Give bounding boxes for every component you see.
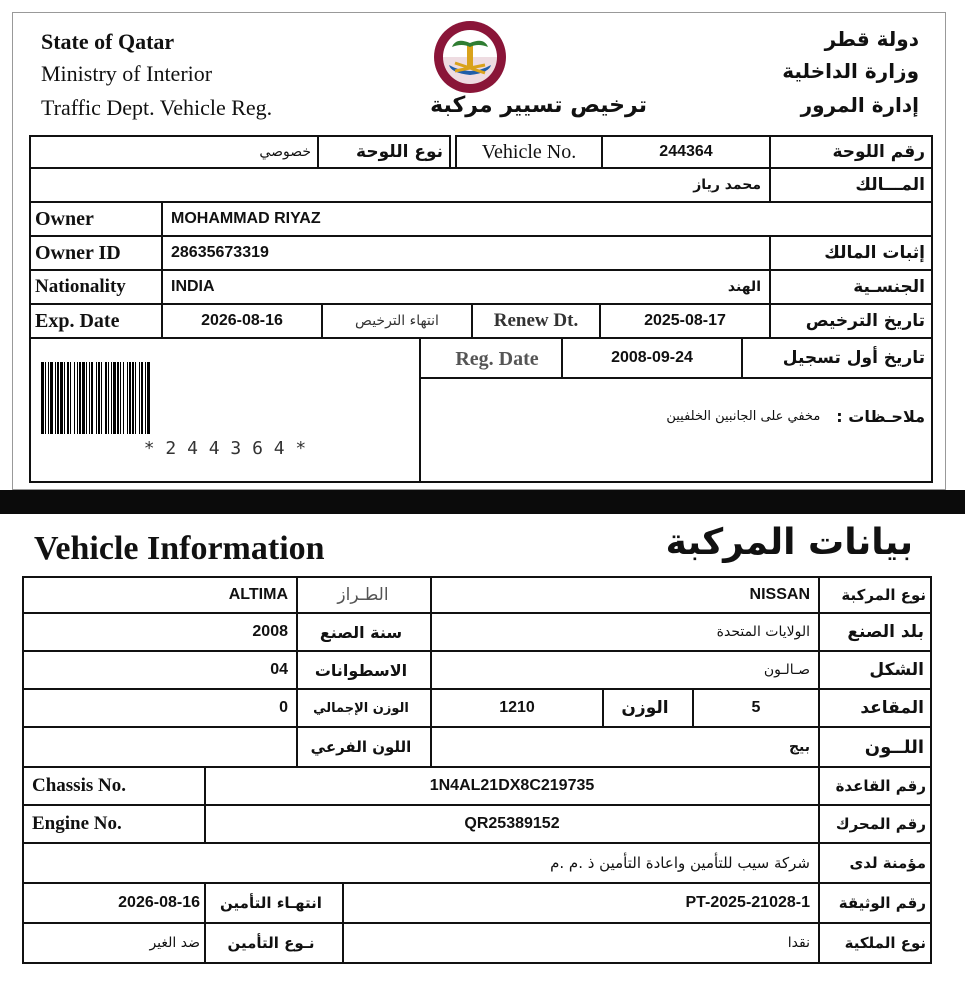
exp-date-label bbox=[29, 303, 163, 339]
barcode-digits: * 2 4 4 3 6 4 * bbox=[143, 437, 307, 459]
ins-exp-text: 2026-08-16 bbox=[118, 894, 200, 911]
plate-type-value bbox=[29, 135, 319, 169]
model-label bbox=[296, 576, 432, 614]
owner-id-value bbox=[161, 235, 771, 271]
vehicle-info-title-ar: بيانات المركبة bbox=[665, 522, 913, 563]
vehicle-no-text: 244364 bbox=[659, 143, 713, 160]
barcode-box bbox=[29, 337, 421, 483]
owner-id-ar-label bbox=[769, 235, 933, 271]
insured-value bbox=[22, 842, 820, 884]
gross-weight-label bbox=[296, 688, 432, 728]
color-label-text: اللــون bbox=[864, 736, 924, 758]
renew-label-text: Renew Dt. bbox=[493, 310, 579, 331]
nationality-label-text: Nationality bbox=[35, 276, 126, 297]
engine-ar-label-text: رقم المحرك bbox=[835, 815, 926, 833]
exp-date-label-text: Exp. Date bbox=[35, 309, 120, 332]
barcode-bar bbox=[150, 362, 151, 434]
ownership-text: نقدا bbox=[787, 935, 810, 951]
separator-band bbox=[0, 490, 965, 514]
make-label-text: نوع المركبة bbox=[841, 586, 926, 604]
shape-value bbox=[430, 650, 820, 690]
chassis-value bbox=[204, 766, 820, 806]
engine-label-text: Engine No. bbox=[32, 813, 122, 834]
sub-color-label-text: اللون الفرعي bbox=[310, 738, 412, 756]
nationality-ar-label-text: الجنسـية bbox=[853, 277, 925, 297]
shape-label bbox=[818, 650, 932, 690]
ins-type-label bbox=[204, 922, 344, 964]
owner-id-ar-label-text: إثبات المالك bbox=[824, 243, 925, 263]
ownership-value bbox=[342, 922, 820, 964]
gross-weight-value bbox=[22, 688, 298, 728]
reg-date-text: 2008-09-24 bbox=[611, 349, 693, 366]
model-label-text: الطـراز bbox=[337, 585, 389, 605]
seats-value bbox=[692, 688, 820, 728]
country-value bbox=[430, 612, 820, 652]
engine-value bbox=[204, 804, 820, 844]
exp-date-text: 2026-08-16 bbox=[201, 312, 283, 329]
nationality-ar-text: الهند bbox=[727, 279, 761, 295]
chassis-label bbox=[22, 766, 206, 806]
ins-exp-label-text: انتهـاء التأمين bbox=[220, 894, 322, 912]
license-table bbox=[29, 135, 933, 483]
gross-weight-label-text: الوزن الإجمالي bbox=[313, 700, 409, 716]
policy-value bbox=[342, 882, 820, 924]
qatar-emblem-logo bbox=[427, 17, 513, 97]
license-card bbox=[12, 12, 946, 490]
gross-weight-text: 0 bbox=[279, 699, 288, 716]
cylinders-label bbox=[296, 650, 432, 690]
exp-date-ar-label bbox=[321, 303, 473, 339]
renew-ar-label bbox=[769, 303, 933, 339]
reg-date-label-text: Reg. Date bbox=[455, 347, 539, 370]
renew-ar-label-text: تاريخ الترخيص bbox=[805, 311, 925, 331]
make-value bbox=[430, 576, 820, 614]
insured-label-text: مؤمنة لدى bbox=[849, 854, 926, 872]
ins-exp-label bbox=[204, 882, 344, 924]
engine-ar-label bbox=[818, 804, 932, 844]
reg-divider bbox=[421, 377, 933, 379]
renew-label bbox=[471, 303, 601, 339]
owner-ar-text: محمد رياز bbox=[693, 177, 761, 193]
header-traffic-ar: إدارة المرور bbox=[800, 93, 919, 117]
ownership-label-text: نوع الملكية bbox=[844, 934, 926, 952]
country-label-text: بلد الصنع bbox=[847, 622, 924, 642]
weight-text: 1210 bbox=[499, 699, 535, 716]
header-license-title-ar: ترخيص تسيير مركبة bbox=[430, 93, 647, 118]
color-label bbox=[818, 726, 932, 768]
chassis-label-text: Chassis No. bbox=[32, 775, 126, 796]
nationality-text: INDIA bbox=[171, 278, 215, 295]
remarks-value: مخفي على الجانبين الخلفيين bbox=[666, 409, 821, 424]
plate-no-label-text: رقم اللوحة bbox=[832, 142, 925, 162]
model-value bbox=[22, 576, 298, 614]
exp-date-ar-label-text: انتهاء الترخيص bbox=[355, 313, 439, 329]
weight-value bbox=[430, 688, 604, 728]
plate-type-label bbox=[317, 135, 451, 169]
header-traffic-dept: Traffic Dept. Vehicle Reg. bbox=[41, 95, 273, 120]
cylinders-text: 04 bbox=[270, 661, 288, 678]
owner-ar-label-text: المـــالك bbox=[855, 175, 925, 195]
owner-ar-value bbox=[29, 167, 771, 203]
ins-type-label-text: نـوع التأمين bbox=[227, 934, 315, 952]
reg-date-value bbox=[561, 337, 743, 379]
chassis-ar-label-text: رقم القاعدة bbox=[835, 777, 926, 795]
insured-text: شركة سيب للتأمين واعادة التأمين ذ .م .م bbox=[550, 854, 810, 872]
header-ministry-ar: وزارة الداخلية bbox=[782, 59, 919, 83]
reg-date-ar-label bbox=[741, 337, 933, 379]
chassis-ar-label bbox=[818, 766, 932, 806]
ins-type-value bbox=[22, 922, 206, 964]
sub-color-value bbox=[22, 726, 298, 768]
owner-value bbox=[161, 201, 933, 237]
owner-id-text: 28635673319 bbox=[171, 244, 269, 261]
model-text: ALTIMA bbox=[228, 586, 288, 603]
policy-label-text: رقم الوثيقة bbox=[838, 894, 926, 912]
shape-text: صـالـون bbox=[763, 662, 810, 678]
country-label bbox=[818, 612, 932, 652]
owner-ar-label bbox=[769, 167, 933, 203]
cylinders-label-text: الاسطوانات bbox=[314, 660, 408, 680]
ownership-label bbox=[818, 922, 932, 964]
vehicle-no-value bbox=[603, 135, 769, 169]
reg-date-ar-label-text: تاريخ أول تسجيل bbox=[782, 348, 925, 368]
make-text: NISSAN bbox=[749, 586, 810, 603]
plate-no-label bbox=[769, 135, 933, 169]
nationality-value bbox=[161, 269, 771, 305]
insured-label bbox=[818, 842, 932, 884]
engine-text: QR25389152 bbox=[464, 815, 560, 832]
weight-label bbox=[602, 688, 694, 728]
year-text: 2008 bbox=[252, 623, 288, 640]
ins-type-text: ضد الغير bbox=[149, 935, 200, 951]
cylinders-value bbox=[22, 650, 298, 690]
year-value bbox=[22, 612, 298, 652]
nationality-ar-label bbox=[769, 269, 933, 305]
plate-type-text: خصوصي bbox=[259, 144, 311, 160]
sub-color-label bbox=[296, 726, 432, 768]
header-ministry: Ministry of Interior bbox=[41, 61, 213, 86]
seats-text: 5 bbox=[751, 699, 761, 716]
plate-type-label-text: نوع اللوحة bbox=[356, 142, 443, 162]
header-state-ar: دولة قطر bbox=[824, 27, 919, 51]
renew-value bbox=[599, 303, 771, 339]
reg-date-label bbox=[429, 339, 565, 379]
exp-date-value bbox=[161, 303, 323, 339]
nationality-label bbox=[29, 269, 163, 305]
seats-label-text: المقاعد bbox=[860, 698, 924, 718]
seats-label bbox=[818, 688, 932, 728]
color-text: بيج bbox=[788, 739, 810, 755]
year-label-text: سنة الصنع bbox=[319, 622, 403, 642]
vehicle-no-label bbox=[455, 135, 603, 169]
vehicle-table bbox=[22, 576, 932, 972]
renew-text: 2025-08-17 bbox=[644, 312, 726, 329]
remarks-label: ملاحـظات : bbox=[836, 407, 925, 426]
policy-text: PT-2025-21028-1 bbox=[685, 894, 810, 911]
chassis-text: 1N4AL21DX8C219735 bbox=[429, 777, 595, 794]
year-label bbox=[296, 612, 432, 652]
owner-id-label-text: Owner ID bbox=[35, 241, 121, 264]
ins-exp-value bbox=[22, 882, 206, 924]
shape-label-text: الشكل bbox=[869, 660, 924, 680]
owner-label bbox=[29, 201, 163, 237]
owner-text: MOHAMMAD RIYAZ bbox=[171, 210, 321, 227]
header-state: State of Qatar bbox=[41, 29, 175, 54]
make-label bbox=[818, 576, 932, 614]
owner-label-text: Owner bbox=[35, 207, 94, 230]
color-value bbox=[430, 726, 820, 768]
vehicle-no-label-text: Vehicle No. bbox=[481, 140, 577, 163]
vehicle-info-title: Vehicle Information bbox=[34, 530, 325, 567]
barcode-bars bbox=[41, 362, 409, 434]
country-text: الولايات المتحدة bbox=[716, 624, 810, 640]
weight-label-text: الوزن bbox=[621, 698, 669, 718]
vehicle-info-card bbox=[0, 514, 965, 1000]
remarks-row bbox=[425, 407, 925, 426]
owner-id-label bbox=[29, 235, 163, 271]
engine-label bbox=[22, 804, 206, 844]
policy-label bbox=[818, 882, 932, 924]
